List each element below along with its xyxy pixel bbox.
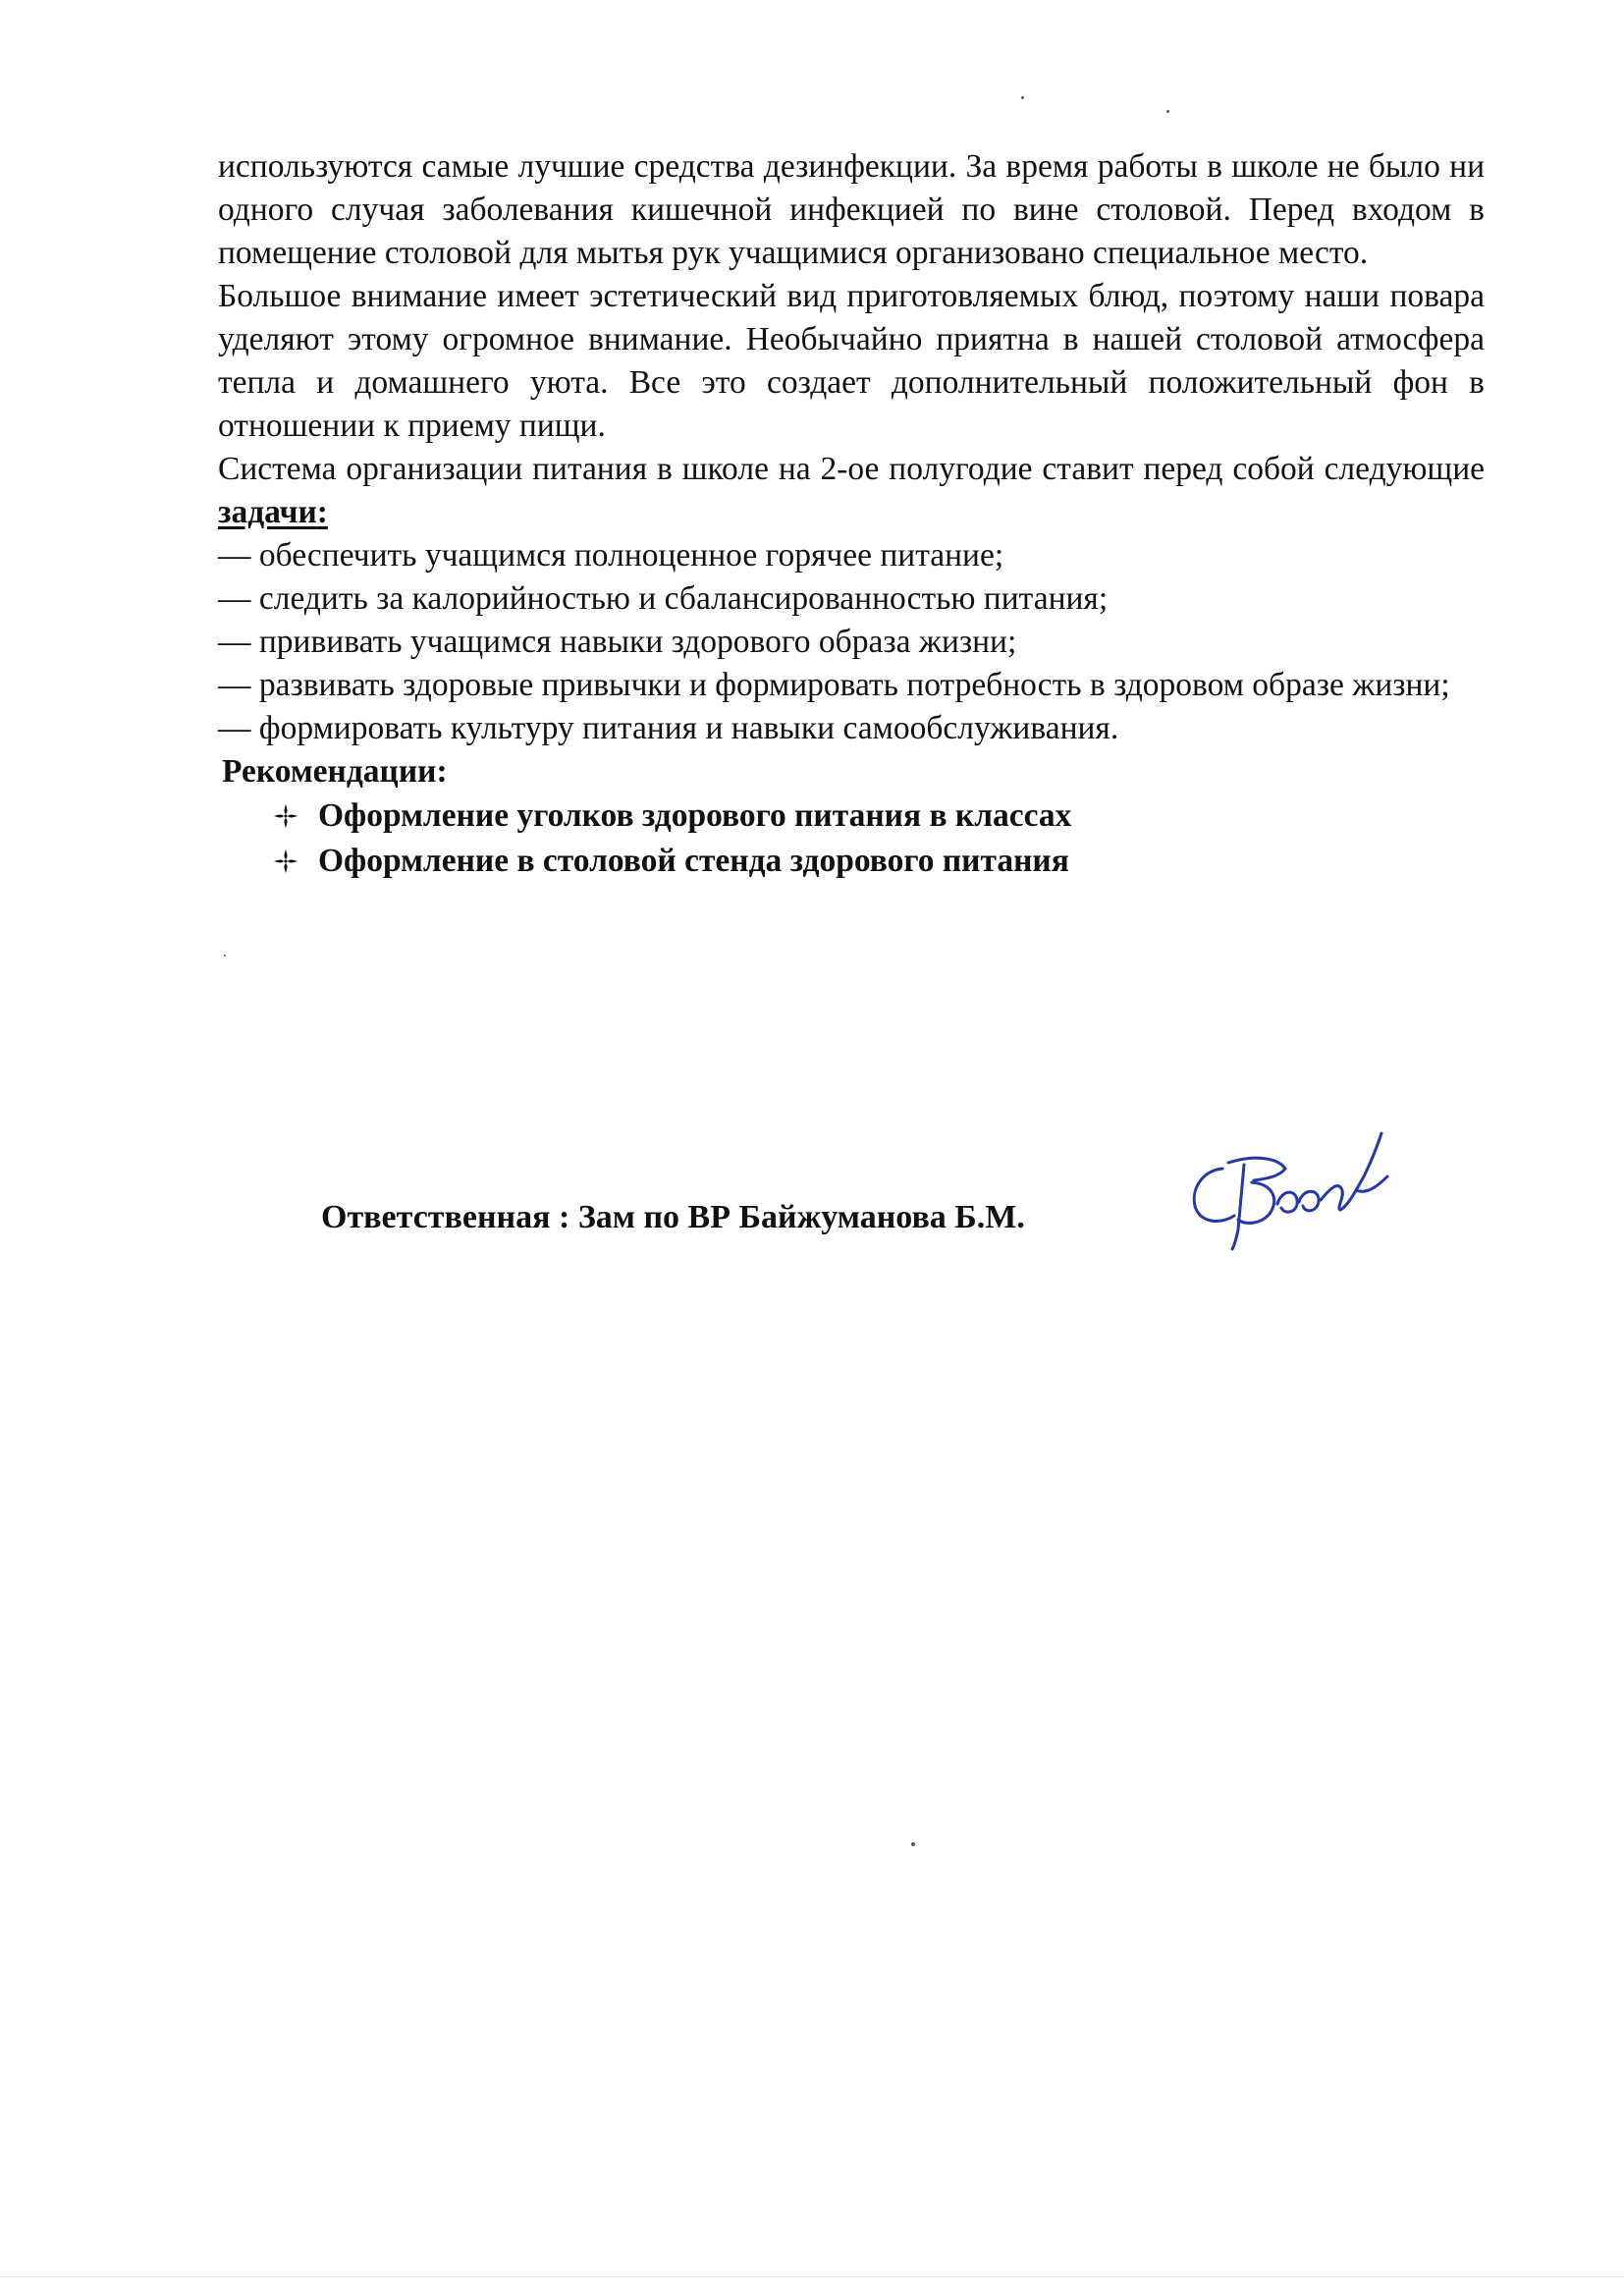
task-item: — развивать здоровые привычки и формировать потребность в здоровом образе жизни; bbox=[218, 667, 1450, 703]
recommendations-list bbox=[218, 793, 1485, 884]
handwritten-signature bbox=[1183, 1120, 1399, 1257]
task-item: — обеспечить учащимся полноценное горячее питание; bbox=[218, 537, 1004, 574]
scan-edge-line bbox=[0, 2276, 1624, 2277]
scan-speck bbox=[224, 955, 226, 957]
recommendation-item bbox=[218, 793, 1485, 839]
scan-speck bbox=[1021, 96, 1024, 99]
recommendations-heading: Рекомендации: bbox=[222, 753, 448, 790]
system-paragraph bbox=[218, 448, 1485, 534]
aesthetics-paragraph: Большое внимание имеет эстетический вид приготовляемых блюд, поэтому наши повара уделяют этому огромное внимание. Необычайно приятна в нашей столовой атмосфера тепла и домашнего уюта. Все это создает дополнительный положительный фон в отношении к приему пищи. bbox=[218, 278, 1485, 444]
document-body bbox=[218, 145, 1485, 884]
system-paragraph-text: Система организации питания в школе на 2-ое полугодие ставит перед собой следующие bbox=[218, 451, 1485, 487]
recommendation-text: Оформление в столовой стенда здорового питания bbox=[318, 843, 1069, 879]
scan-speck bbox=[911, 1842, 915, 1846]
responsible-person-line: Ответственная : Зам по ВР Байжуманова Б.М. bbox=[321, 1199, 1025, 1235]
task-item: — формировать культуру питания и навыки самообслуживания. bbox=[218, 710, 1119, 746]
diamond-four-petal-icon bbox=[273, 803, 298, 829]
recommendation-item bbox=[218, 839, 1485, 884]
tasks-keyword: задачи bbox=[218, 494, 317, 530]
task-item: — прививать учащимся навыки здорового образа жизни; bbox=[218, 624, 1017, 660]
task-item: — следить за калорийностью и сбалансированностью питания; bbox=[218, 580, 1109, 617]
recommendation-text: Оформление уголков здорового питания в классах bbox=[318, 797, 1072, 834]
intro-paragraph: используются самые лучшие средства дезинфекции. За время работы в школе не было ни одного случая заболевания кишечной инфекцией по вине столовой. Перед входом в помещение столовой для мытья рук учащимися организовано специальное место. bbox=[218, 148, 1485, 271]
scan-speck bbox=[1166, 110, 1169, 113]
diamond-four-petal-icon bbox=[273, 848, 298, 874]
tasks-colon: : bbox=[316, 494, 328, 530]
